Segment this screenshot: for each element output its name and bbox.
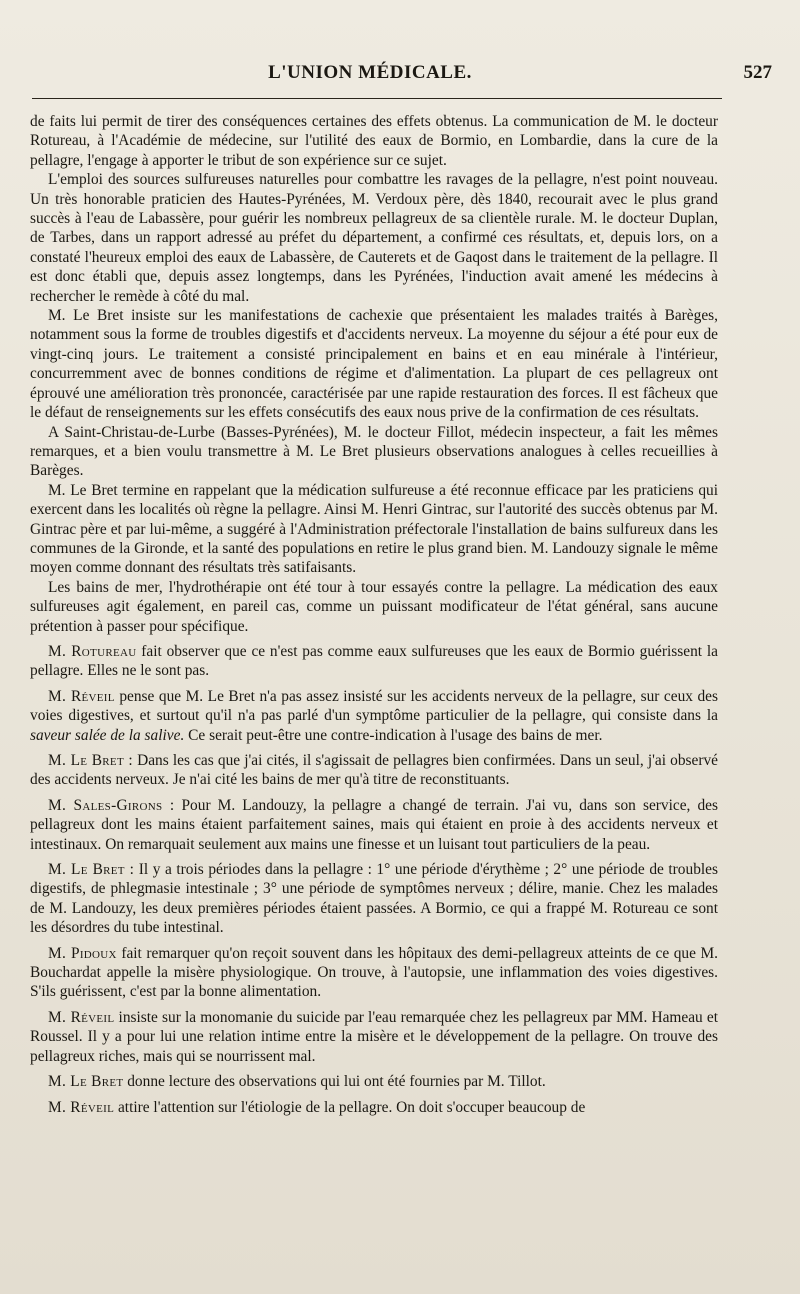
speaker-text: Pour M. Landouzy, la pellagre a changé de terrain. J'ai vu, dans son service, des pellagreux dont les mains étaient parfaitement saines, mais qui étaient en proie à des accidents nerveux et intestinaux. On remarquait seulement aux mains une finesse et un luisant tout particuliers de la peau.: [30, 796, 718, 853]
speaker-text: Dans les cas que j'ai cités, il s'agissait de pellagres bien confirmées. Dans un seul, j'ai observé des accidents nerveux. Je n'ai cité les bains de mer qu'à titre de reconstituants.: [30, 752, 718, 789]
speaker-text: pense que M. Le Bret n'a pas assez insisté sur les accidents nerveux de la pellagre, sur ceux des voies digestives, et surtout qu'il n'a pas parlé d'un symptôme particulier de la pellagre, qui consiste dans la: [30, 687, 718, 725]
speaker-paragraph: [30, 642, 718, 681]
speaker-text: fait remarquer qu'on reçoit souvent dans les hôpitaux des demi-pellagreux atteints de ce que M. Bouchardat appelle la misère physiologique. On trouve, à l'autopsie, une inflammation des voies digestives. S'ils guérissent, c'est par la bonne alimentation.: [30, 944, 719, 1001]
speaker-text: donne lecture des observations qui lui ont été fournies par M. Tillot.: [123, 1073, 546, 1091]
speaker-paragraph: [30, 860, 718, 938]
paragraph: de faits lui permit de tirer des conséquences certaines des effets obtenus. La communication de M. le docteur Rotureau, à l'Académie de médecine, sur l'utilité des eaux de Bormio, en Lombardie, dans la cure de la pellagre, l'engage à apporter le tribut de son expérience sur ce sujet.: [30, 113, 718, 169]
paragraph: M. Le Bret insiste sur les manifestations de cachexie que présentaient les malades traités à Barèges, notamment sous la forme de troubles digestifs et d'accidents nerveux. La moyenne du séjour a été pour eux de vingt-cinq jours. Le traitement a consisté principalement en bains et en eau minérale à l'intérieur, concurremment avec de bonnes conditions de régime et d'alimentation. La plupart de ces pellagreux ont éprouvé une amélioration très prononcée, caractérisée par une rapide restauration des forces. Il est fâcheux que le défaut de renseignements sur les effets consécutifs des eaux nous prive de la confirmation de ces résultats.: [30, 307, 718, 422]
paragraph: M. Le Bret termine en rappelant que la médication sulfureuse a été reconnue efficace par les praticiens qui exercent dans les localités où règne la pellagre. Ainsi M. Henri Gintrac, sur l'autorité des succès obtenus par M. Gintrac père et par lui-même, a suggéré à l'Administration préfectorale l'installation de bains sulfureux dans les communes de la Gironde, et la santé des populations en retire le plus grand bien. M. Landouzy signale le même moyen comme donnant des résultats très satifaisants.: [30, 481, 718, 577]
speaker-name: M. Réveil: [48, 1098, 115, 1116]
speaker-name: M. Réveil: [48, 1008, 115, 1026]
paragraph: Les bains de mer, l'hydrothérapie ont été tour à tour essayés contre la pellagre. La médication des eaux sulfureuses agit également, en pareil cas, comme un puissant modificateur de l'état général, sans aucune prétention à passer pour spécifique.: [30, 578, 718, 635]
speaker-name: M. Pidoux: [48, 944, 117, 962]
article-body: [30, 112, 718, 1117]
speaker-paragraph: [30, 1008, 718, 1066]
speaker-paragraph: [30, 944, 718, 1002]
speaker-name: M. Le Bret :: [48, 752, 133, 769]
speaker-paragraph: [30, 1072, 718, 1091]
speaker-paragraph: [30, 751, 718, 790]
speaker-name: M. Sales-Girons :: [48, 796, 175, 814]
header-rule: [32, 98, 722, 99]
paragraph: L'emploi des sources sulfureuses naturelles pour combattre les ravages de la pellagre, n'est point nouveau. Un très honorable praticien des Hautes-Pyrénées, M. Verdoux père, dès 1840, recourait avec le plus grand succès à l'eau de Labassère, pour guérir les nombreux pellagreux de sa clientèle rurale. M. le docteur Duplan, de Tarbes, dans un rapport adressé au préfet du département, a confirmé ces résultats, et, depuis lors, on a constaté l'heureux emploi des eaux de Labassère, de Cauterets et de Gaqost dans le traitement de la pellagre. Il est donc établi que, depuis assez longtemps, dans les Pyrénées, l'induction avait amené les médecins à rechercher le remède à côté du mal.: [30, 171, 718, 305]
speaker-name: M. Le Bret :: [48, 861, 135, 879]
italic-phrase: saveur salée de la salive.: [30, 726, 185, 744]
speaker-paragraph: [30, 1098, 718, 1117]
speaker-name: M. Rotureau: [48, 642, 137, 660]
speaker-text: attire l'attention sur l'étiologie de la pellagre. On doit s'occuper beaucoup de: [114, 1098, 586, 1116]
page-number: 527: [743, 62, 772, 83]
speaker-text: insiste sur la monomanie du suicide par l'eau remarquée chez les pellagreux par MM. Hameau et Roussel. Il y a pour lui une relation intime entre la misère et le développement de la pellagre. On trouve des pellagreux riches, mais qui se nourrissent mal.: [30, 1008, 718, 1065]
speaker-paragraph: [30, 796, 718, 854]
running-header: [30, 62, 772, 88]
paragraph: A Saint-Christau-de-Lurbe (Basses-Pyrénées), M. le docteur Fillot, médecin inspecteur, a fait les mêmes remarques, et a bien voulu transmettre à M. Le Bret plusieurs observations analogues à celles recueillies à Barèges.: [30, 423, 718, 480]
speaker-text: fait observer que ce n'est pas comme eaux sulfureuses que les eaux de Bormio guérissent la pellagre. Elles ne le sont pas.: [30, 642, 718, 680]
speaker-text: Il y a trois périodes dans la pellagre : 1° une période d'érythème ; 2° une période de troubles digestifs, de phlegmasie intestinale ; 3° une période de symptômes nerveux ; délire, manie. Chez les malades de M. Landouzy, les deux premières périodes étaient passées. A Bormio, ce qui a frappé M. Rotureau ce sont les désordres du tube intestinal.: [30, 861, 718, 937]
journal-title: L'UNION MÉDICALE.: [268, 62, 472, 83]
speaker-name: M. Le Bret: [48, 1073, 124, 1091]
speaker-paragraph: [30, 687, 718, 745]
speaker-name: M. Réveil: [48, 687, 115, 705]
speaker-text-continued: Ce serait peut-être une contre-indication à l'usage des bains de mer.: [184, 726, 603, 744]
